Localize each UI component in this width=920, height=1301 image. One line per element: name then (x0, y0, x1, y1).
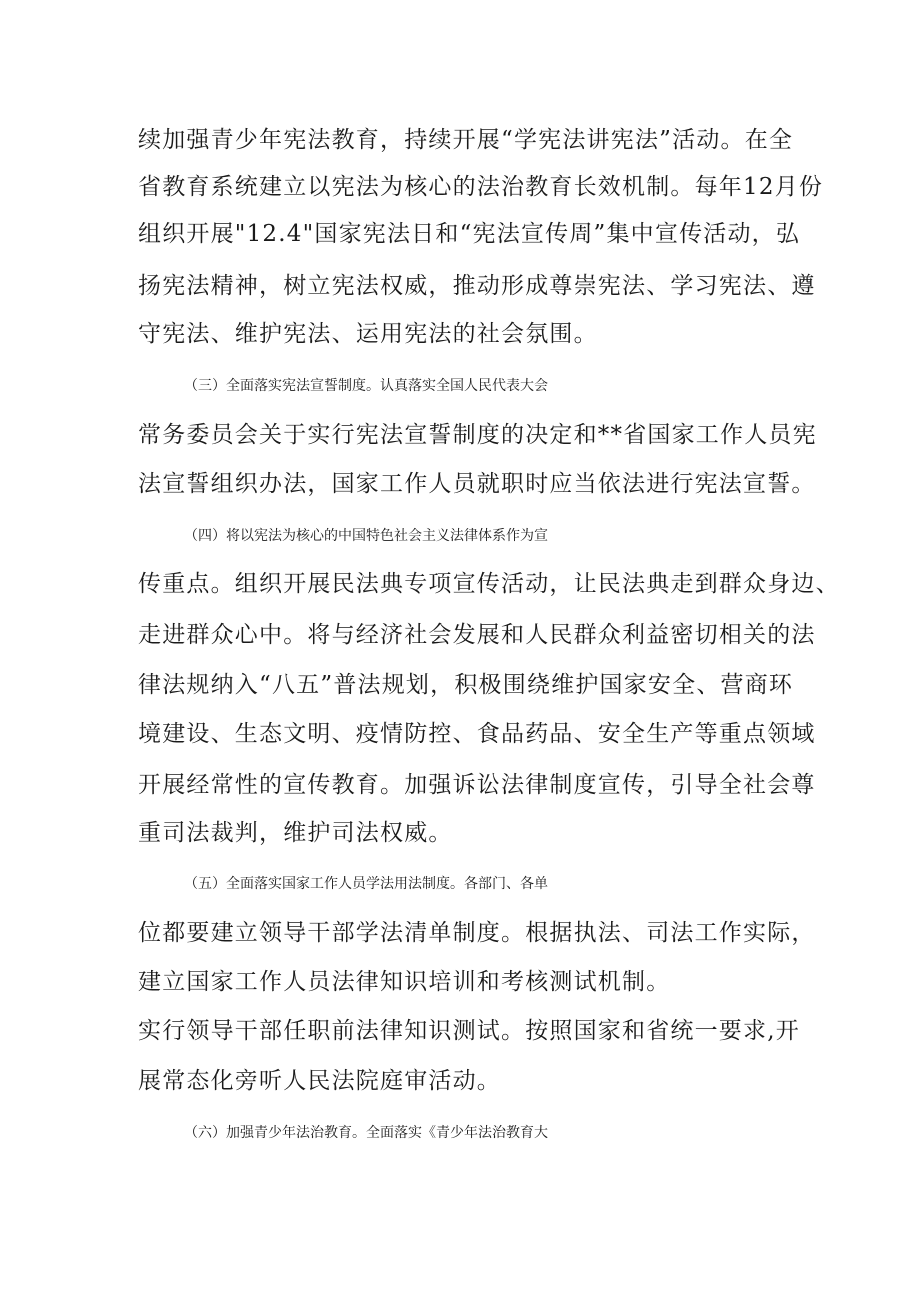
text-line: 实行领导干部任职前法律知识测试。按照国家和省统一要求,开 (138, 1018, 800, 1044)
text-line: 常务委员会关于实行宪法宣誓制度的决定和**省国家工作人员宪 (138, 422, 817, 448)
text-line: 开展经常性的宣传教育。加强诉讼法律制度宣传，引导全社会尊 (138, 772, 816, 798)
paragraph-heading-6: （六）加强青少年法治教育。全面落实《青少年法治教育大 (184, 1125, 548, 1141)
text-line: 境建设、生态文明、疫情防控、食品药品、安全生产等重点领域 (138, 721, 816, 747)
paragraph-heading-3: （三）全面落实宪法宣誓制度。认真落实全国人民代表大会 (184, 378, 548, 394)
text-line: 重司法裁判，维护司法权威。 (138, 820, 453, 846)
text-line: 展常态化旁听人民法院庭审活动。 (138, 1068, 501, 1094)
text-line: 建立国家工作人员法律知识培训和考核测试机制。 (138, 969, 671, 995)
text-line: 守宪法、维护宪法、运用宪法的社会氛围。 (138, 321, 598, 347)
text-line: 省教育系统建立以宪法为核心的法治教育长效机制。每年12月份 (138, 174, 824, 200)
text-line: 组织开展"12.4"国家宪法日和“宪法宣传周”集中宣传活动，弘 (138, 221, 801, 247)
text-line: 法宣誓组织办法，国家工作人员就职时应当依法进行宪法宣誓。 (138, 471, 816, 497)
text-line: 律法规纳入“八五”普法规划，积极围绕维护国家安全、营商环 (138, 672, 794, 698)
paragraph-heading-5: （五）全面落实国家工作人员学法用法制度。各部门、各单 (184, 876, 548, 892)
text-line: 续加强青少年宪法教育，持续开展“学宪法讲宪法”活动。在全 (138, 127, 794, 153)
text-line: 扬宪法精神，树立宪法权威，推动形成尊崇宪法、学习宪法、遵 (138, 273, 816, 299)
text-line: 走进群众心中。将与经济社会发展和人民群众利益密切相关的法 (138, 622, 816, 648)
text-line: 位都要建立领导干部学法清单制度。根据执法、司法工作实际， (138, 920, 816, 946)
paragraph-heading-4: （四）将以宪法为核心的中国特色社会主义法律体系作为宣 (184, 528, 548, 544)
text-line: 传重点。组织开展民法典专项宣传活动，让民法典走到群众身边、 (138, 571, 840, 597)
